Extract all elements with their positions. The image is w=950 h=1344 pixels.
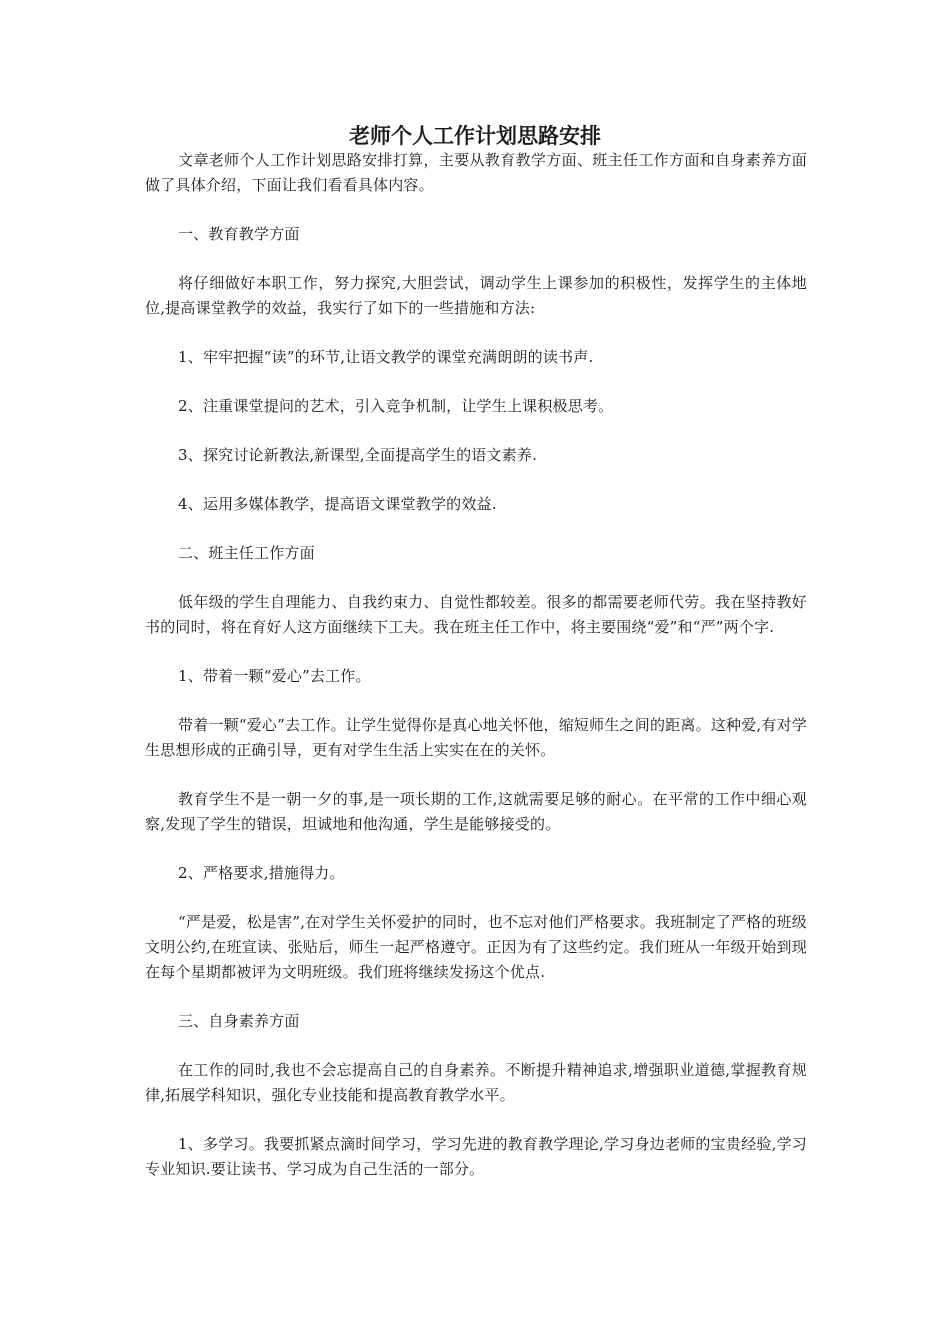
head-teacher-item-2: 2、严格要求,措施得力。 [178, 864, 345, 882]
document-body [145, 148, 807, 1182]
teaching-item-1: 1、牢牢把握“读”的环节,让语文教学的课堂充满朗朗的读书声. [178, 348, 594, 366]
teaching-item-4: 4、运用多媒体教学，提高语文课堂教学的效益. [178, 495, 497, 513]
head-teacher-item-1: 1、带着一颗“爱心”去工作。 [178, 667, 371, 685]
document-title: 老师个人工作计划思路安排 [349, 123, 601, 148]
section-heading-head-teacher: 二、班主任工作方面 [178, 544, 315, 562]
self-item-1: 1、多学习。我要抓紧点滴时间学习，学习先进的教育教学理论,学习身边老师的宝贵经验,学习专业知识.要让读书、学习成为自己生活的一部分。 [145, 1135, 807, 1178]
teaching-item-2: 2、注重课堂提问的艺术，引入竞争机制，让学生上课积极思考。 [178, 397, 614, 415]
intro-paragraph: 文章老师个人工作计划思路安排打算，主要从教育教学方面、班主任工作方面和自身素养方面做了具体介绍，下面让我们看看具体内容。 [145, 151, 807, 194]
head-teacher-paragraph: 低年级的学生自理能力、自我约束力、自觉性都较差。很多的都需要老师代劳。我在坚持教好书的同时，将在育好人这方面继续下工夫。我在班主任工作中，将主要围绕“爱”和“严”两个字. [145, 593, 807, 636]
teaching-item-3: 3、探究讨论新教法,新课型,全面提高学生的语文素养. [178, 446, 538, 464]
strictness-paragraph: “严是爱，松是害”,在对学生关怀爱护的同时，也不忘对他们严格要求。我班制定了严格的班级文明公约,在班宣读、张贴后，师生一起严格遵守。正因为有了这些约定。我们班从一年级开始到现在每个星期都被评为文明班级。我们班将继续发扬这个优点. [145, 913, 807, 981]
section-heading-self: 三、自身素养方面 [178, 1012, 300, 1030]
love-paragraph: 带着一颗“爱心”去工作。让学生觉得你是真心地关怀他，缩短师生之间的距离。这种爱,有对学生思想形成的正确引导，更有对学生生活上实实在在的关怀。 [145, 716, 807, 759]
self-paragraph: 在工作的同时,我也不会忘提高自己的自身素养。不断提升精神追求,增强职业道德,掌握教育规律,拓展学科知识，强化专业技能和提高教育教学水平。 [145, 1061, 807, 1104]
patience-paragraph: 教育学生不是一朝一夕的事,是一项长期的工作,这就需要足够的耐心。在平常的工作中细心观察,发现了学生的错误，坦诚地和他沟通，学生是能够接受的。 [145, 790, 807, 833]
teaching-paragraph: 将仔细做好本职工作，努力探究,大胆尝试，调动学生上课参加的积极性，发挥学生的主体地位,提高课堂教学的效益，我实行了如下的一些措施和方法: [145, 274, 807, 317]
section-heading-teaching: 一、教育教学方面 [178, 225, 300, 243]
